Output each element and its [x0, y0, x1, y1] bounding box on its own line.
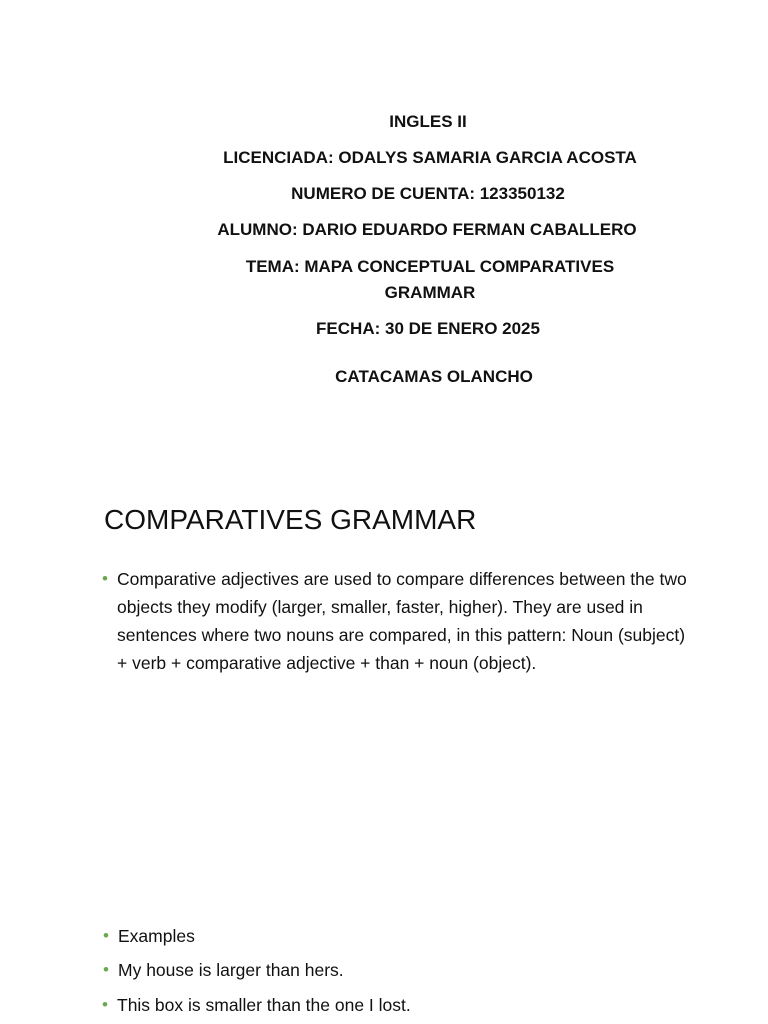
bullet-icon: • [102, 995, 108, 1014]
topic-line: TEMA: MAPA CONCEPTUAL COMPARATIVES GRAMMAR [245, 257, 615, 302]
student-line: ALUMNO: DARIO EDUARDO FERMAN CABALLERO [217, 220, 637, 239]
example-sentence: This box is smaller than the one I lost. [117, 995, 411, 1015]
bullet-icon: • [103, 926, 109, 945]
course-title: INGLES II [389, 112, 467, 131]
bullet-icon: • [102, 569, 108, 588]
section-heading: COMPARATIVES GRAMMAR [104, 504, 477, 535]
date-line: FECHA: 30 DE ENERO 2025 [316, 319, 540, 338]
place-line: CATACAMAS OLANCHO [335, 367, 533, 386]
list-item [102, 991, 411, 1019]
account-number-line: NUMERO DE CUENTA: 123350132 [291, 184, 565, 203]
definition-paragraph [102, 565, 697, 677]
definition-text: Comparative adjectives are used to compare differences between the two objects they modify (larger, smaller, faster, higher). They are used in sentences where two nouns are compared, in this pattern: Noun (subject) + verb + comparative adjective + than + noun (object). [117, 569, 687, 673]
teacher-line: LICENCIADA: ODALYS SAMARIA GARCIA ACOSTA [223, 148, 637, 167]
bullet-icon: • [103, 960, 109, 979]
list-item [103, 922, 195, 950]
example-heading: Examples [118, 926, 195, 946]
list-item [103, 956, 344, 984]
example-sentence: My house is larger than hers. [118, 960, 344, 980]
